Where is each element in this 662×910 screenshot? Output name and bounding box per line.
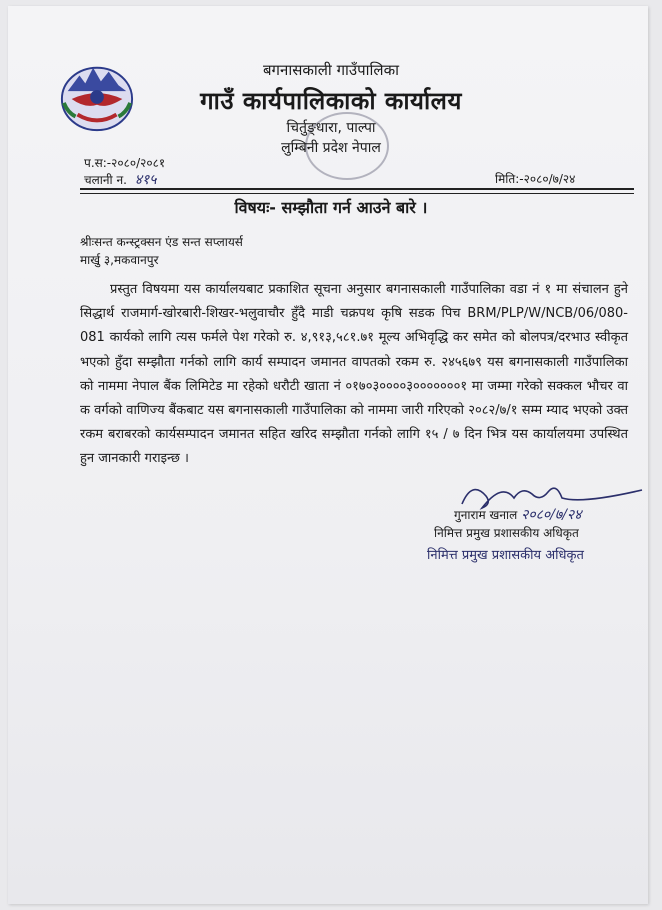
header-divider-thin bbox=[80, 193, 634, 194]
dispatch-number bbox=[84, 170, 157, 189]
recipient-name: श्रीःसन्त कन्स्ट्रक्सन एंड सन्त सप्लायर्स bbox=[80, 235, 243, 249]
recipient-address: मार्खु ३,मकवानपुर bbox=[80, 253, 159, 267]
address-line-1: चिर्तुङ्धारा, पाल्पा bbox=[286, 120, 376, 136]
body-paragraph: प्रस्तुत विषयमा यस कार्यालयबाट प्रकाशित सूचना अनुसार बगनासकाली गाउँपालिका वडा नं १ मा संचालन हुने सिद्धार्थ राजमार्ग-खोरबारी-शिखर-भलुवाचौर हुँदै माडी चक्रपथ कृषि सडक पिच BRM/PLP/W/NCB/06/080-081 कार्यको लागि त्यस फर्मले पेश गरेको रु. ४,९१३,५८१.७१ मूल्य अभिवृद्धि कर समेत को बोलपत्र/दरभाउ स्वीकृत भएको हुँदा सम्झौता गर्नको लागि कार्य सम्पादन जमानत वापतको रकम रु. २४५६७९ यस बगनासकाली गाउँपालिका को नाममा नेपाल बैंक लिमिटेड मा रहेको धरौटी खाता नं ०१७०३००००३०००००००१ मा जम्मा गरेको सक्कल भौचर वा क वर्गको वाणिज्य बैंकबाट यस बगनासकाली गाउँपालिका को नाममा जारी गरिएको २०८२/७/१ सम्म म्याद भएको उक्त रकम बराबरको कार्यसम्पादन जमानत सहित खरिद सम्झौता गर्नको लागि १५ / ७ दिन भित्र यस कार्यालयमा उपस्थित हुन जानकारी गराइन्छ । bbox=[80, 282, 628, 467]
signatory-name: गुनाराम खनाल bbox=[454, 508, 518, 522]
address-line-2: लुम्बिनी प्रदेश नेपाल bbox=[281, 140, 381, 156]
signatory-designation: निमित्त प्रमुख प्रशासकीय अधिकृत bbox=[434, 526, 579, 540]
office-title: गाउँ कार्यपालिकाको कार्यालय bbox=[200, 87, 462, 115]
signature-date: २०८०/७/२४ bbox=[521, 507, 582, 523]
subject-line: विषयः- सम्झौता गर्न आउने बारे । bbox=[234, 198, 428, 217]
letter-date: मिति:-२०८०/७/२४ bbox=[495, 172, 576, 186]
designation-stamp: निमित्त प्रमुख प्रशासकीय अधिकृत bbox=[427, 548, 584, 563]
letter-body bbox=[80, 278, 628, 472]
municipality-name: बगनासकाली गाउँपालिका bbox=[262, 61, 399, 79]
header-divider bbox=[80, 188, 634, 190]
signatory-line bbox=[454, 505, 582, 524]
reference-number: प.स:-२०८०/२०८१ bbox=[84, 156, 166, 170]
dispatch-value: ४१५ bbox=[134, 172, 157, 188]
dispatch-label: चलानी न. bbox=[84, 173, 127, 187]
